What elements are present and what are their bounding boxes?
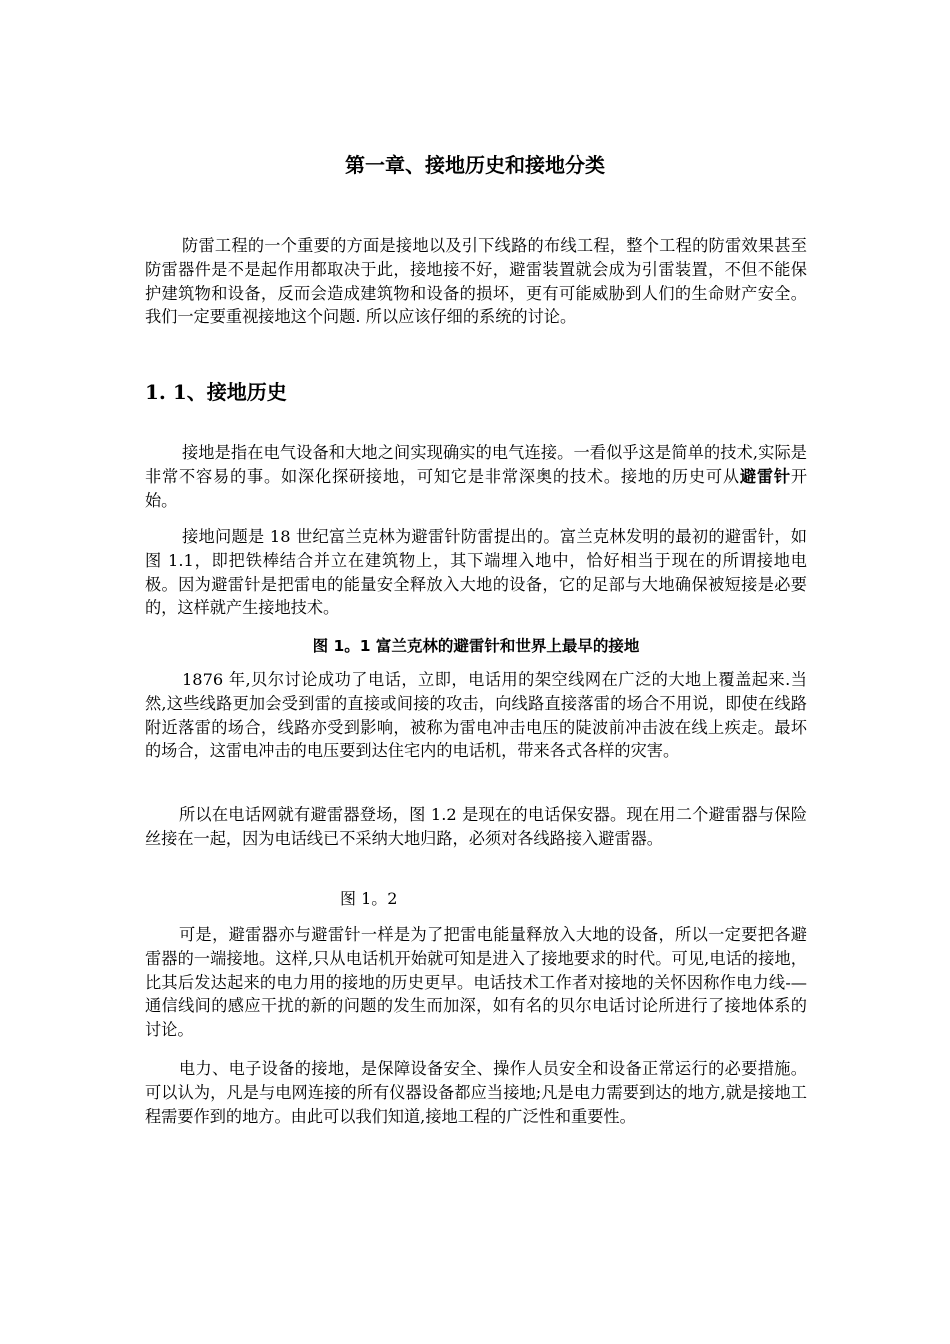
paragraph-text-end: 开始。 — [145, 466, 808, 510]
paragraph-franklin: 接地问题是 18 世纪富兰克林为避雷针防雷提出的。富兰克林发明的最初的避雷针，如图 1.1，即把铁棒结合并立在建筑物上，其下端埋入地中，恰好相当于现在的所谓接地电极。因为避雷针是把雷电的能量安全释放入大地的设备，它的足部与大地确保被短接是必要的，这样就产生接地技术。 — [145, 527, 807, 618]
paragraph-telephone-grounding: 可是，避雷器亦与避雷针一样是为了把雷电能量释放入大地的设备，所以一定要把各避雷器的一端接地。这样,只从电话机开始就可知是进入了接地要求的时代。可见,电话的接地，比其后发达起来的电力用的接地的历史更早。电话技术工作者对接地的关怀因称作电力线-—通信线间的感应干扰的新的问题的发生而加深，如有名的贝尔电话讨论所进行了接地体系的讨论。 — [145, 925, 807, 1040]
paragraph-text: 接地是指在电气设备和大地之间实现确实的电气连接。一看似乎这是简单的技术,实际是非常不容易的事。如深化探研接地，可知它是非常深奥的技术。接地的历史可从 — [145, 443, 807, 486]
figure-1-1-caption: 图 1。1 富兰克林的避雷针和世界上最早的接地 — [312, 637, 640, 655]
paragraph-equipment-grounding: 电力、电子设备的接地，是保障设备安全、操作人员安全和设备正常运行的必要措施。可以认为，凡是与电网连接的所有仪器设备都应当接地;凡是电力需要到达的地方,就是接地工程需要作到的地方。由此可以我们知道,接地工程的广泛性和重要性。 — [145, 1059, 807, 1126]
paragraph-bell-telephone: 1876 年,贝尔讨论成功了电话，立即，电话用的架空线网在广泛的大地上覆盖起来.当然,这些线路更加会受到雷的直接或间接的攻击，向线路直接落雷的场合不用说，即使在线路附近落雷的场合，线路亦受到影响，被称为雷电冲击电压的陡波前冲击波在线上疾走。最坏的场合，这雷电冲击的电压要到达住宅内的电话机，带来各式各样的灾害。 — [145, 670, 807, 761]
paragraph-arrester: 所以在电话网就有避雷器登场，图 1.2 是现在的电话保安器。现在用二个避雷器与保险丝接在一起，因为电话线已不采纳大地归路，必须对各线路接入避雷器。 — [145, 805, 807, 848]
section-title: 1. 1、接地历史 — [145, 380, 287, 404]
figure-1-2-caption: 图 1。2 — [340, 889, 398, 908]
chapter-title: 第一章、接地历史和接地分类 — [345, 153, 605, 177]
intro-paragraph: 防雷工程的一个重要的方面是接地以及引下线路的布线工程，整个工程的防雷效果甚至防雷器件是不是起作用都取决于此，接地接不好，避雷装置就会成为引雷装置，不但不能保护建筑物和设备，反而会造成建筑物和设备的损坏，更有可能威胁到人们的生命财产安全。我们一定要重视接地这个问题. 所以应该仔细的系统的讨论。 — [145, 236, 807, 327]
paragraph-grounding-definition — [145, 441, 807, 512]
lightning-rod-term: 避雷针 — [739, 466, 791, 486]
